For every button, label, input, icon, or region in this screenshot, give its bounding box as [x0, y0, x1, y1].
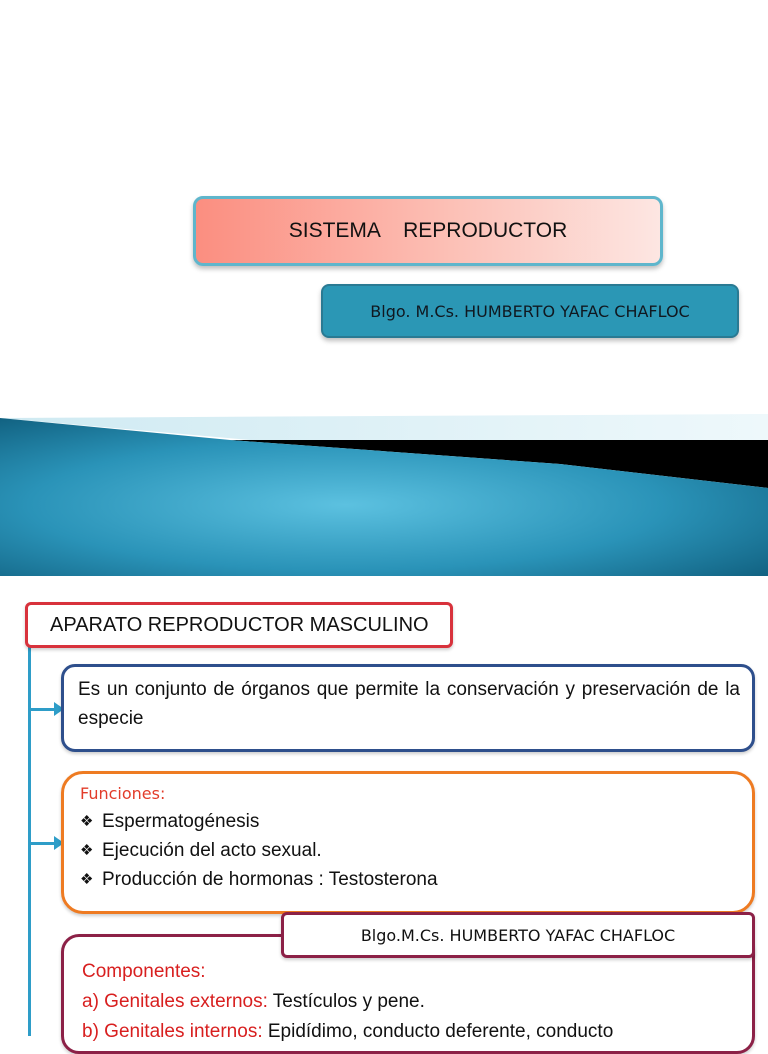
definition-box: Es un conjunto de órganos que permite la conservación y preservación de la especie	[61, 664, 755, 752]
components-row-value: Testículos y pene.	[267, 991, 425, 1012]
list-item-label: Ejecución del acto sexual.	[102, 840, 322, 861]
connector-line	[28, 646, 31, 1036]
slide-title: SISTEMA REPRODUCTOR	[193, 196, 663, 266]
diamond-star-bullet-icon: ❖	[80, 842, 94, 859]
author-label: Blgo.M.Cs. HUMBERTO YAFAC CHAFLOC	[281, 912, 755, 958]
components-row-value: Epidídimo, conducto deferente, conducto	[262, 1021, 614, 1042]
diamond-star-bullet-icon: ❖	[80, 813, 94, 830]
components-row	[82, 987, 740, 1017]
functions-title: Funciones:	[80, 784, 166, 803]
list-item-label: Producción de hormonas : Testosterona	[102, 869, 438, 890]
diamond-star-bullet-icon: ❖	[80, 871, 94, 888]
author-label: Blgo. M.Cs. HUMBERTO YAFAC CHAFLOC	[321, 284, 739, 338]
connector-arrow	[30, 708, 62, 711]
list-item	[80, 836, 752, 865]
components-title: Componentes:	[82, 961, 206, 982]
components-row-label: b) Genitales internos:	[82, 1021, 263, 1042]
functions-box	[61, 771, 755, 914]
list-item	[80, 807, 752, 836]
list-item-label: Espermatogénesis	[102, 811, 260, 832]
components-row-label: a) Genitales externos:	[82, 991, 268, 1012]
decorative-swoosh	[0, 400, 768, 576]
content-slide	[0, 576, 768, 1042]
list-item	[80, 865, 752, 894]
section-heading: APARATO REPRODUCTOR MASCULINO	[25, 602, 453, 648]
connector-arrow	[30, 842, 62, 845]
components-row	[82, 1017, 740, 1047]
